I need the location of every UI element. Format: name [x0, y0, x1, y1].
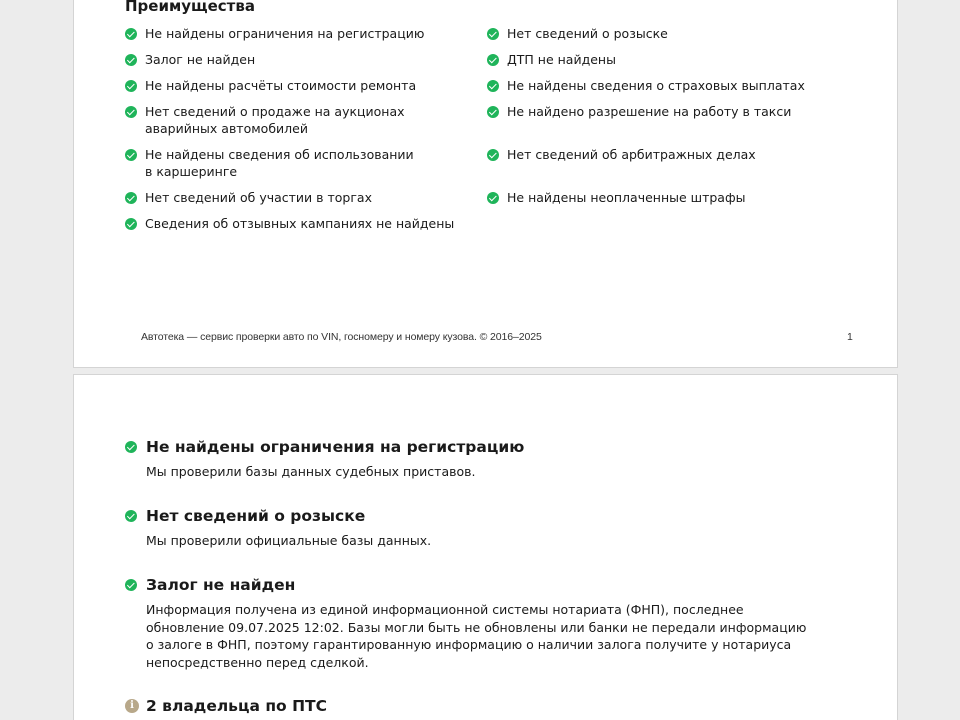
check-circle-icon: [125, 579, 137, 591]
check-circle-icon: [487, 106, 499, 118]
detail-title: Залог не найден: [146, 576, 296, 594]
info-circle-icon: i: [125, 699, 139, 713]
advantage-item: [487, 51, 827, 77]
check-circle-icon: [125, 80, 137, 92]
advantage-label: ДТП не найдены: [507, 52, 616, 67]
advantages-list-left: [125, 25, 475, 241]
advantage-item: [125, 189, 475, 215]
advantage-item: [125, 103, 475, 146]
advantage-label: Не найдены расчёты стоимости ремонта: [145, 78, 417, 93]
check-circle-icon: [125, 149, 137, 161]
advantage-label: Не найдено разрешение на работу в такси: [507, 104, 792, 119]
check-circle-icon: [125, 54, 137, 66]
advantage-item: [125, 77, 475, 103]
advantage-label: Не найдены сведения о страховых выплатах: [507, 78, 805, 93]
check-circle-icon: [125, 510, 137, 522]
document-page-2: [73, 374, 898, 720]
detail-section-registration: [125, 436, 815, 481]
check-circle-icon: [125, 441, 137, 453]
check-circle-icon: [487, 54, 499, 66]
detail-description: Информация получена из единой информационной системы нотариата (ФНП), последнее обновление 09.07.2025 12:02. Базы могли быть не обновлены или банки не передали информацию о залоге в ФНП, поэтому гарантированную информацию о наличии залога получите у нотариуса непосредственно перед сделкой.: [146, 602, 807, 670]
check-circle-icon: [487, 192, 499, 204]
detail-title: Не найдены ограничения на регистрацию: [146, 438, 525, 456]
page-footer: Автотека — сервис проверки авто по VIN, госномеру и номеру кузова. © 2016–2025: [141, 331, 542, 343]
page-number: 1: [847, 331, 853, 343]
advantage-item: [125, 25, 475, 51]
advantage-label: Нет сведений об участии в торгах: [145, 190, 372, 205]
advantage-label: Не найдены ограничения на регистрацию: [145, 26, 425, 41]
check-circle-icon: [125, 28, 137, 40]
advantage-item: [125, 215, 475, 241]
advantage-label: Сведения об отзывных кампаниях не найдены: [145, 216, 455, 231]
advantage-item: [487, 25, 827, 51]
detail-description: Мы проверили базы данных судебных приставов.: [146, 464, 476, 479]
advantages-heading: Преимущества: [125, 0, 255, 15]
advantage-label: Не найдены неоплаченные штрафы: [507, 190, 746, 205]
advantage-label: Нет сведений о продаже на аукционах аварийных автомобилей: [145, 104, 405, 136]
detail-section-pledge: [125, 574, 815, 671]
advantage-item: [487, 103, 827, 146]
detail-section-owners: [125, 695, 815, 717]
advantage-label: Залог не найден: [145, 52, 256, 67]
document-page-1: [73, 0, 898, 368]
advantage-item: [487, 77, 827, 103]
check-circle-icon: [125, 192, 137, 204]
check-circle-icon: [487, 149, 499, 161]
advantage-label: Нет сведений о розыске: [507, 26, 668, 41]
detail-description: Мы проверили официальные базы данных.: [146, 533, 432, 548]
advantages-list-right: [487, 25, 827, 215]
advantage-item: [487, 146, 827, 189]
detail-title: Нет сведений о розыске: [146, 507, 366, 525]
check-circle-icon: [487, 28, 499, 40]
check-circle-icon: [487, 80, 499, 92]
advantage-label: Нет сведений об арбитражных делах: [507, 147, 756, 162]
advantage-item: [125, 51, 475, 77]
advantage-item: [487, 189, 827, 215]
detail-section-wanted: [125, 505, 815, 550]
advantage-item: [125, 146, 475, 189]
check-circle-icon: [125, 106, 137, 118]
advantage-label: Не найдены сведения об использовании в каршеринге: [145, 147, 414, 179]
detail-title: 2 владельца по ПТС: [146, 697, 328, 715]
check-circle-icon: [125, 218, 137, 230]
